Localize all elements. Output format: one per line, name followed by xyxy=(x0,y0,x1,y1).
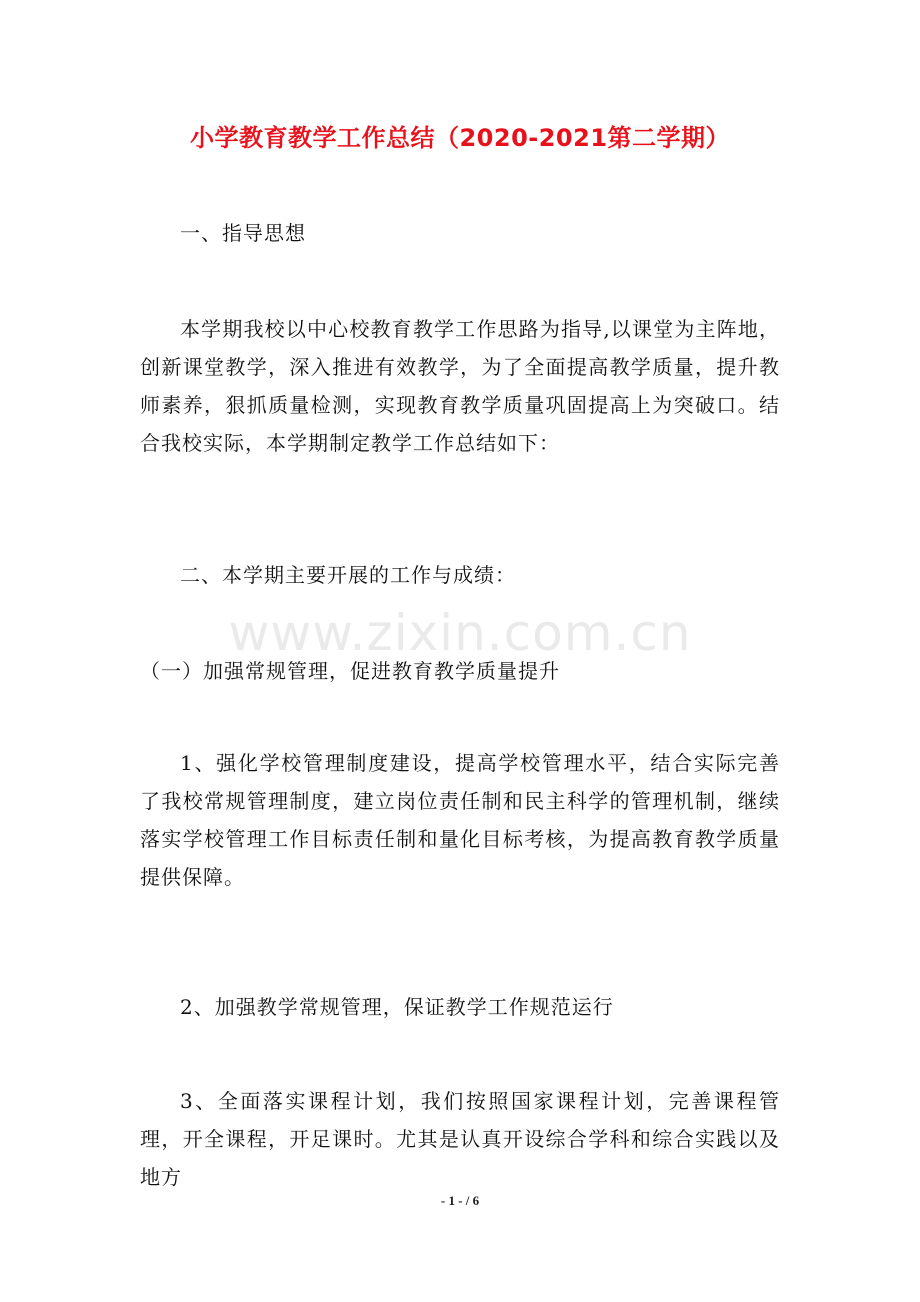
paragraph-item-3: 3、全面落实课程计划，我们按照国家课程计划，完善课程管理，开全课程，开足课时。尤其是认真开设综合学科和综合实践以及地方 xyxy=(140,1089,780,1189)
section-heading-guiding-ideology: 一、指导思想 xyxy=(180,221,306,245)
subsection-heading-routine-management: （一）加强常规管理，促进教育教学质量提升 xyxy=(140,659,560,683)
paragraph-guiding-ideology: 本学期我校以中心校教育教学工作思路为指导,以课堂为主阵地，创新课堂教学，深入推进有效教学，为了全面提高教学质量，提升教师素养，狠抓质量检测，实现教育教学质量巩固提高上为突破口。结合我校实际，本学期制定教学工作总结如下： xyxy=(140,317,780,455)
document-title: 小学教育教学工作总结（2020-2021第二学期） xyxy=(189,124,731,152)
paragraph-item-2: 2、加强教学常规管理，保证教学工作规范运行 xyxy=(180,995,614,1019)
page-number: - 1 - / 6 xyxy=(440,1193,480,1208)
paragraph-item-1: 1、强化学校管理制度建设，提高学校管理水平，结合实际完善了我校常规管理制度，建立岗位责任制和民主科学的管理机制，继续落实学校管理工作目标责任制和量化目标考核，为提高教育教学质量提供保障。 xyxy=(140,751,780,889)
section-heading-main-work: 二、本学期主要开展的工作与成绩： xyxy=(180,563,516,587)
watermark: www.zixin.com.cn xyxy=(228,604,692,662)
